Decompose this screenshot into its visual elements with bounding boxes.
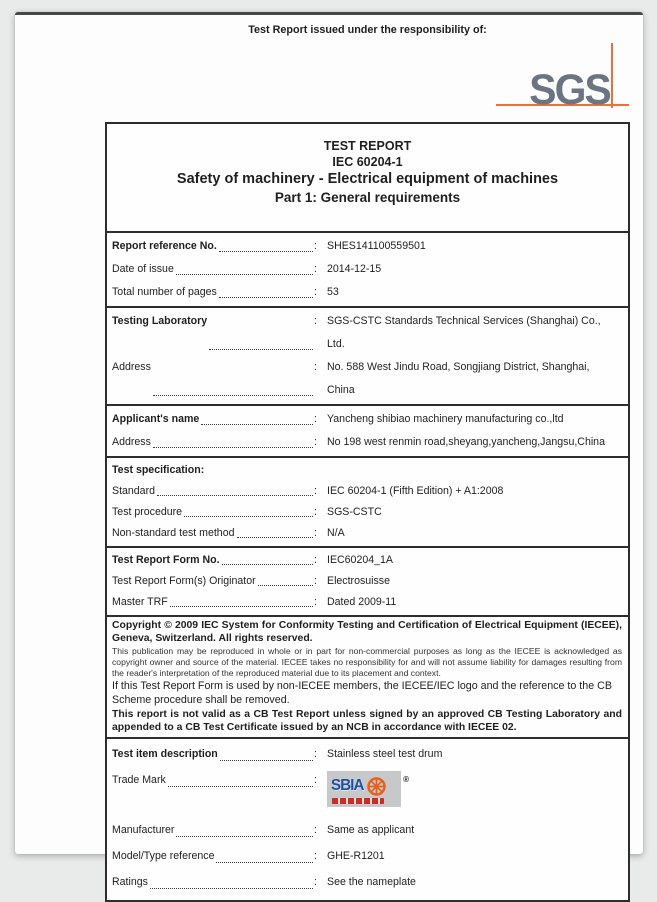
field-label: Standard — [112, 485, 155, 497]
report-field-row — [107, 408, 628, 431]
field-label: Report reference No. — [112, 240, 217, 252]
field-label: Non-standard test method — [112, 527, 235, 539]
field-colon: : — [314, 315, 317, 327]
field-label-group — [112, 481, 317, 502]
dotted-leader — [170, 592, 313, 607]
field-label: Manufacturer — [112, 824, 175, 837]
report-title-line-4: Part 1: General requirements — [274, 190, 461, 205]
field-value: Stainless steel test drum — [327, 748, 443, 761]
report-field-row — [107, 502, 628, 523]
dotted-leader — [216, 843, 313, 863]
field-colon: : — [314, 436, 317, 448]
field-label: Model/Type reference — [112, 850, 215, 863]
field-label: Total number of pages — [112, 286, 217, 298]
dotted-leader — [153, 431, 313, 448]
report-field-row — [107, 523, 628, 544]
field-colon: : — [314, 748, 317, 761]
field-value: Dated 2009-11 — [327, 596, 397, 608]
field-value: SGS-CSTC — [327, 506, 382, 518]
document-page — [15, 12, 643, 889]
field-value: No. 588 West Jindu Road, Songjiang District, Shanghai, China — [327, 361, 590, 396]
field-value: IEC60204_1A — [327, 554, 393, 566]
report-title-line-2: IEC 60204-1 — [332, 155, 403, 169]
dotted-leader — [150, 869, 313, 889]
registered-mark: ® — [403, 775, 409, 785]
field-label: Address — [112, 361, 151, 373]
field-label-group — [112, 817, 317, 843]
report-section — [107, 458, 628, 548]
field-colon: : — [314, 774, 317, 787]
report-field-row — [107, 843, 628, 869]
copyright-paragraph: This report is not valid as a CB Test Report unless signed by an approved CB Testing Laboratory and appended to a CB Test Certificate issued by an NCB in accordance with IECEE 02. — [112, 708, 622, 734]
field-colon: : — [314, 824, 317, 837]
report-section — [107, 308, 628, 406]
field-label-group — [112, 741, 317, 767]
field-value: Electrosuisse — [327, 575, 390, 587]
field-value: N/A — [327, 527, 345, 539]
report-section — [107, 233, 628, 308]
copyright-paragraph: Copyright © 2009 IEC System for Conformity Testing and Certification of Electrical Equipment (IECEE), Geneva, Switzerland. All rights reserved. — [112, 620, 622, 645]
dotted-leader — [209, 310, 313, 350]
field-label-group — [112, 281, 317, 304]
field-value: SGS-CSTC Standards Technical Services (Shanghai) Co., Ltd. — [327, 315, 601, 350]
field-colon: : — [314, 506, 317, 518]
field-label-group — [112, 571, 317, 592]
field-label: Test item description — [112, 748, 218, 761]
field-label-group — [112, 431, 317, 454]
field-colon: : — [314, 575, 317, 587]
field-colon: : — [314, 554, 317, 566]
dotted-leader — [222, 550, 314, 565]
field-value: IEC 60204-1 (Fifth Edition) + A1:2008 — [327, 485, 504, 497]
dotted-leader — [176, 258, 313, 275]
report-title-line-1: TEST REPORT — [323, 139, 412, 153]
report-field-row — [107, 481, 628, 502]
field-label-group — [112, 550, 317, 571]
field-label-group — [112, 767, 317, 793]
report-section — [107, 739, 628, 900]
report-field-row — [107, 571, 628, 592]
trademark-logo-box — [327, 771, 401, 807]
report-field-row — [107, 817, 628, 843]
field-label-group — [112, 408, 317, 431]
field-label-group — [112, 258, 317, 281]
field-value: Same as applicant — [327, 824, 415, 837]
field-label: Test procedure — [112, 506, 183, 518]
test-report-table — [105, 122, 630, 902]
report-field-row — [107, 310, 628, 356]
field-colon: : — [314, 876, 317, 889]
report-section — [107, 548, 628, 617]
field-label: Date of issue — [112, 263, 174, 275]
field-colon: : — [314, 850, 317, 863]
responsibility-statement: Test Report issued under the responsibility of: — [248, 24, 487, 36]
field-label-group — [112, 310, 317, 356]
report-section — [107, 617, 628, 739]
dotted-leader — [237, 523, 314, 538]
report-field-row — [107, 741, 628, 767]
report-title-line-3: Safety of machinery - Electrical equipment of machines — [176, 171, 559, 187]
trademark-logo — [327, 771, 417, 811]
field-value: 53 — [327, 286, 339, 298]
dotted-leader — [220, 741, 313, 761]
copyright-paragraph: This publication may be reproduced in whole or in part for non-commercial purposes as long as the IECEE is acknowledged as copyright owner and source of the material. IECEE takes no responsibility for and will not assume liability for damages resulting from the reader's interpretation of the reproduced material due to its placement and context. — [112, 646, 622, 679]
report-field-row — [107, 550, 628, 571]
dotted-leader — [258, 571, 313, 586]
report-field-row — [107, 356, 628, 402]
trademark-chinese-band — [332, 798, 384, 804]
field-value: 2014-12-15 — [327, 263, 382, 275]
field-value: See the nameplate — [327, 876, 416, 889]
report-sections — [107, 233, 628, 900]
field-colon: : — [314, 596, 317, 608]
field-label-group — [112, 843, 317, 869]
sgs-logo-vertical-line-icon — [611, 43, 613, 108]
sgs-logo-text: SGS — [529, 66, 610, 115]
field-value: Yancheng shibiao machinery manufacturing co.,ltd — [327, 413, 564, 425]
sgs-logo — [478, 43, 643, 115]
field-label: Applicant's name — [112, 413, 200, 425]
field-label: Test Report Form(s) Originator — [112, 575, 256, 587]
report-field-row — [107, 869, 628, 895]
field-label-group — [112, 356, 317, 402]
field-colon: : — [314, 240, 317, 252]
field-label: Testing Laboratory — [112, 315, 208, 327]
dotted-leader — [157, 481, 313, 496]
field-label-group — [112, 502, 317, 523]
copyright-paragraph: If this Test Report Form is used by non-IECEE members, the IECEE/IEC logo and the reference to the CB Scheme procedure shall be removed. — [112, 680, 612, 706]
report-section — [107, 406, 628, 458]
field-label-group — [112, 869, 317, 895]
dotted-leader — [201, 408, 313, 425]
report-field-row — [107, 592, 628, 613]
field-label-group — [112, 523, 317, 544]
field-label-group — [112, 235, 317, 258]
report-field-row — [107, 235, 628, 258]
report-field-row — [107, 767, 628, 817]
field-label: Trade Mark — [112, 774, 166, 787]
report-field-row — [107, 281, 628, 304]
dotted-leader — [219, 281, 313, 298]
dotted-leader — [219, 235, 313, 252]
field-value: No 198 west renmin road,sheyang,yancheng,Jangsu,China — [327, 436, 605, 448]
dotted-leader — [184, 502, 313, 517]
field-colon: : — [314, 263, 317, 275]
report-title-block — [107, 124, 628, 233]
report-field-row — [107, 431, 628, 454]
field-value: SHES141100559501 — [327, 240, 426, 252]
dotted-leader — [153, 356, 313, 396]
field-colon: : — [314, 485, 317, 497]
dotted-leader — [168, 767, 313, 787]
dotted-leader — [176, 817, 313, 837]
report-field-row — [107, 258, 628, 281]
trademark-text: SBIA — [331, 777, 364, 795]
field-label-group — [112, 592, 317, 613]
field-label: Test Report Form No. — [112, 554, 220, 566]
field-value: GHE-R1201 — [327, 850, 385, 863]
field-colon: : — [314, 413, 317, 425]
section-header: Test specification: — [112, 464, 205, 476]
trademark-wheel-icon — [366, 776, 387, 797]
field-colon: : — [314, 527, 317, 539]
field-label: Ratings — [112, 876, 148, 889]
field-label: Master TRF — [112, 596, 168, 608]
field-colon: : — [314, 361, 317, 373]
field-colon: : — [314, 286, 317, 298]
field-label: Address — [112, 436, 151, 448]
